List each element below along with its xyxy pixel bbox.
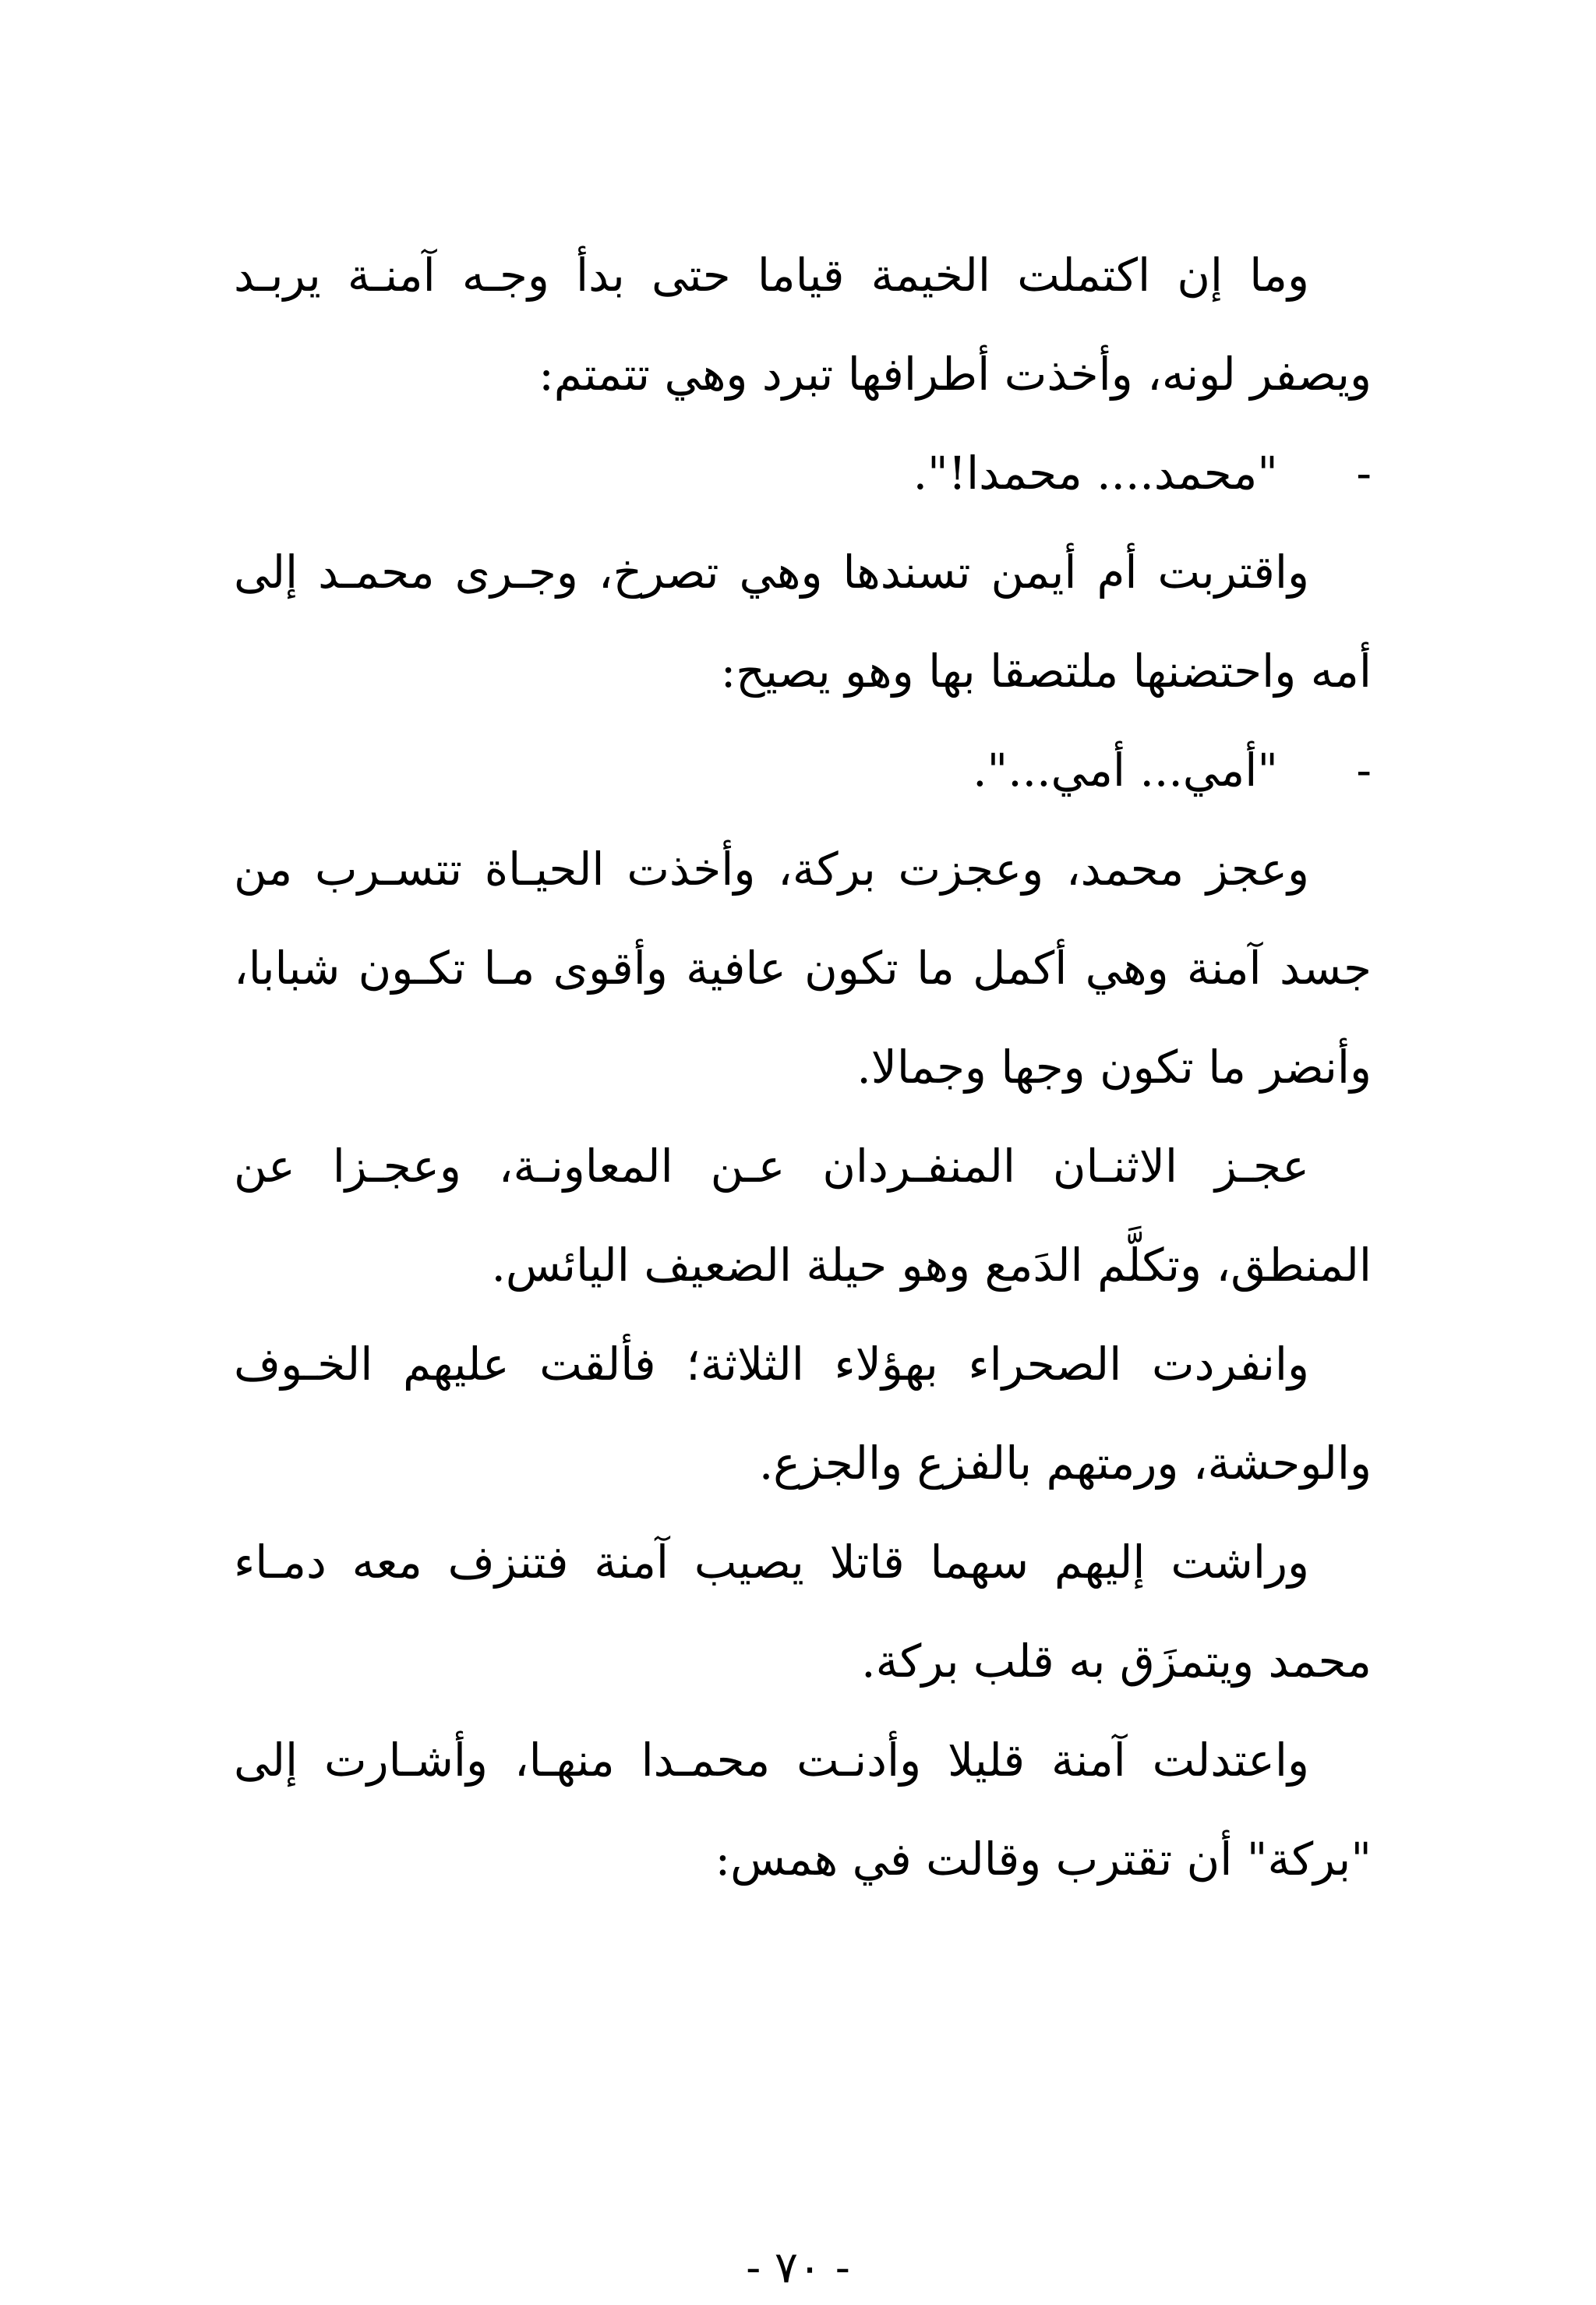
dialogue-text: "أمي... أمي...". (973, 744, 1278, 797)
dialogue-line (234, 424, 1372, 523)
paragraph: وعجز محمد، وعجزت بركة، وأخذت الحيـاة تتسـرب من جسد آمنة وهي أكمل ما تكون عافية وأقوى مـا تكـون شبابا، وأنضر ما تكون وجها وجمالا. (234, 843, 1372, 1094)
paragraph: واقتربت أم أيمن تسندها وهي تصرخ، وجـرى محمـد إلى أمه واحتضنها ملتصقا بها وهو يصيح: (234, 546, 1372, 698)
paragraph: وما إن اكتملت الخيمة قياما حتى بدأ وجـه آمنـة يربـد ويصفر لونه، وأخذت أطرافها تبرد وهي تتمتم: (234, 249, 1372, 401)
paragraph: واعتدلت آمنة قليلا وأدنـت محمـدا منهـا، وأشـارت إلى "بركة" أن تقترب وقالت في همس: (234, 1734, 1372, 1886)
paragraph: عجـز الاثنـان المنفـردان عـن المعاونـة، وعجـزا عن المنطق، وتكلَّم الدَمع وهو حيلة الضعيف اليائس. (234, 1140, 1372, 1292)
page-number: - ٧٠ - (746, 2243, 850, 2293)
dialogue-text: "محمد.... محمدا!". (913, 447, 1278, 500)
dialogue-dash: - (1356, 744, 1372, 797)
body-text (234, 226, 1372, 1909)
dialogue-dash: - (1356, 447, 1372, 500)
dialogue-line (234, 721, 1372, 820)
paragraph: وراشت إليهم سهما قاتلا يصيب آمنة فتنزف معه دمـاء محمد ويتمزَق به قلب بركة. (234, 1536, 1372, 1688)
paragraph: وانفردت الصحراء بهؤلاء الثلاثة؛ فألقت عليهم الخـوف والوحشة، ورمتهم بالفزع والجزع. (234, 1338, 1372, 1490)
